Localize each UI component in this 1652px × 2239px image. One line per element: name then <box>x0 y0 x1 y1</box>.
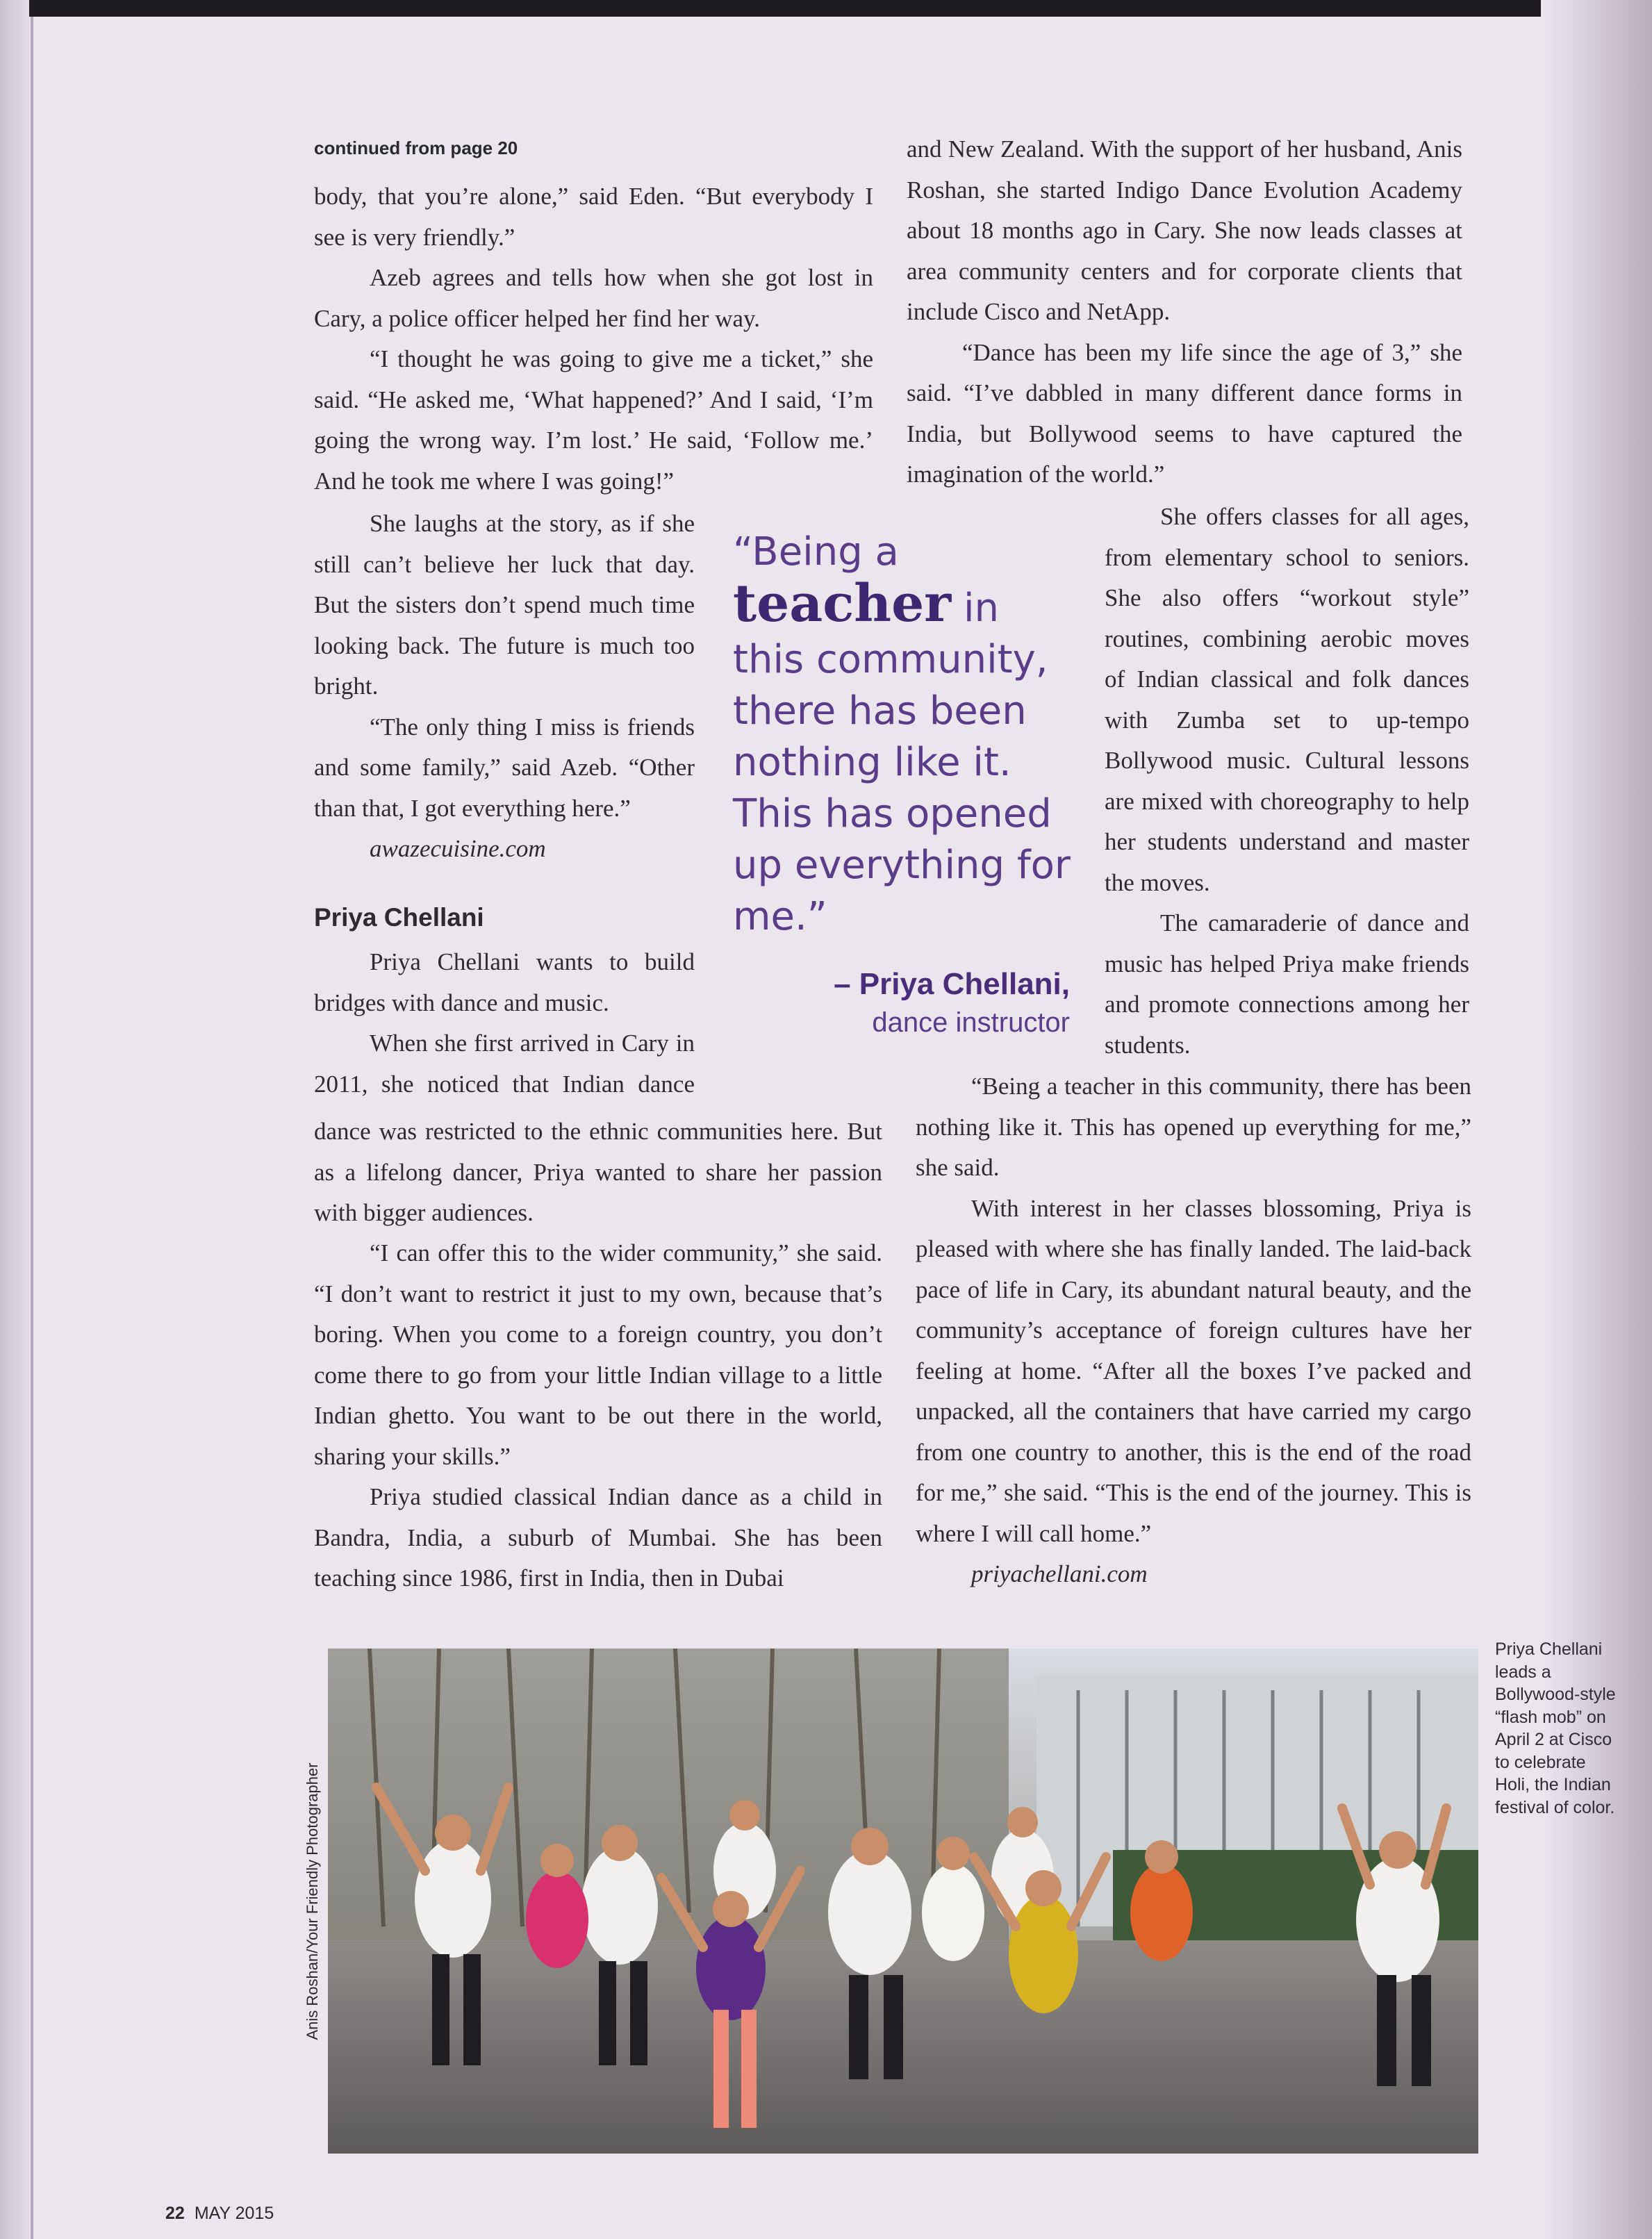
left-column-narrow <box>314 504 695 1105</box>
website-link: priyachellani.com <box>971 1560 1148 1587</box>
photo-caption: Priya Chellani leads a Bollywood-style “flash mob” on April 2 at Cisco to celebrate Holi, the Indian festival of color. <box>1495 1639 1616 1817</box>
paragraph: “The only thing I miss is friends and some family,” said Azeb. “Other than that, I got everything here.” <box>314 713 695 822</box>
page-left-edge <box>0 0 29 2239</box>
page-right-edge <box>1541 0 1652 2239</box>
paragraph: She laughs at the story, as if she still can’t believe her luck that day. But the sisters don’t spend much time looking back. The future is much too bright. <box>314 510 695 700</box>
photo-credit-text: Anis Roshan/Your Friendly Photographer <box>304 1762 321 2040</box>
left-column-bottom <box>314 1233 882 1599</box>
page-number: 22 <box>165 2204 185 2223</box>
paragraph: dance was restricted to the ethnic communities here. But as a lifelong dancer, Priya wanted to share her passion with bigger audiences. <box>314 1118 882 1226</box>
paragraph: “I thought he was going to give me a ticket,” she said. “He asked me, ‘What happened?’ And I said, ‘I’m going the wrong way. I’m lost.’ He said, ‘Follow me.’ And he took me where I was going!” <box>314 345 873 495</box>
gutter-line <box>31 17 33 2239</box>
paragraph: Priya Chellani wants to build bridges with dance and music. <box>314 948 695 1016</box>
paragraph: Azeb agrees and tells how when she got lost in Cary, a police officer helped her find her way. <box>314 264 873 332</box>
page-top-edge <box>0 0 1652 17</box>
left-column-lower <box>314 1112 882 1234</box>
pull-quote-part2: in this community, there has been nothing like it. This has opened up everything for me.” <box>733 586 1071 939</box>
left-column-upper <box>314 176 873 502</box>
dance-photo <box>328 1649 1478 2154</box>
paragraph: “Dance has been my life since the age of 3,” she said. “I’ve dabbled in many different dance forms in India, but Bollywood seems to have captured the imagination of the world.” <box>907 338 1462 488</box>
pull-quote-attribution <box>764 964 1070 1041</box>
pull-quote <box>733 527 1080 943</box>
right-column-lower <box>916 1066 1471 1595</box>
paragraph: With interest in her classes blossoming, Priya is pleased with where she has finally landed. The laid-back pace of life in Cary, its abundant natural beauty, and the community’s acceptance of foreign cultures have her feeling at home. “After all the boxes I’ve packed and unpacked, all the containers that have carried my cargo from one country to another, this is the end of the road for me,” she said. “This is the end of the journey. This is where I will call home.” <box>916 1194 1471 1547</box>
paragraph: She offers classes for all ages, from elementary school to seniors. She also offers “workout style” routines, combining aerobic moves of Indian classical and folk dances with Zumba set to up-tempo Bollywood music. Cultural lessons are mixed with choreography to help her students understand and master the moves. <box>1105 503 1469 896</box>
pull-quote-emphasis: teacher <box>733 574 952 634</box>
right-column-narrow <box>1105 497 1469 1066</box>
pull-quote-role: dance instructor <box>872 1007 1070 1038</box>
paragraph: and New Zealand. With the support of her husband, Anis Roshan, she started Indigo Dance Evolution Academy about 18 months ago in Cary. She now leads classes at area community centers and for corporate clients that include Cisco and NetApp. <box>907 135 1462 325</box>
continued-line: continued from page 20 <box>314 138 518 158</box>
paragraph: Priya studied classical Indian dance as a child in Bandra, India, a suburb of Mumbai. She has been teaching since 1986, first in India, then in Dubai <box>314 1483 882 1592</box>
website-link: awazecuisine.com <box>370 835 546 862</box>
issue-date: MAY 2015 <box>194 2204 274 2223</box>
paragraph: “Being a teacher in this community, there has been nothing like it. This has opened up everything for me,” she said. <box>916 1073 1471 1181</box>
photo-credit <box>300 1649 325 2154</box>
paragraph: “I can offer this to the wider community,” she said. “I don’t want to restrict it just to my own, because that’s boring. When you come to a foreign country, you don’t come there to go from your little Indian village to a little Indian ghetto. You want to be out there in the world, sharing your skills.” <box>314 1239 882 1470</box>
flash-mob-photo-illustration <box>328 1649 1478 2154</box>
page-folio <box>165 2204 274 2224</box>
section-heading: Priya Chellani <box>314 902 484 932</box>
pull-quote-part1: “Being a <box>733 529 899 575</box>
paragraph: When she first arrived in Cary in 2011, she noticed that Indian dance <box>314 1030 695 1098</box>
pull-quote-name: – Priya Chellani, <box>834 967 1070 1001</box>
right-column-upper <box>907 129 1462 495</box>
paragraph: The camaraderie of dance and music has helped Priya make friends and promote connections among her students. <box>1105 909 1469 1059</box>
paragraph: body, that you’re alone,” said Eden. “But everybody I see is very friendly.” <box>314 183 873 251</box>
